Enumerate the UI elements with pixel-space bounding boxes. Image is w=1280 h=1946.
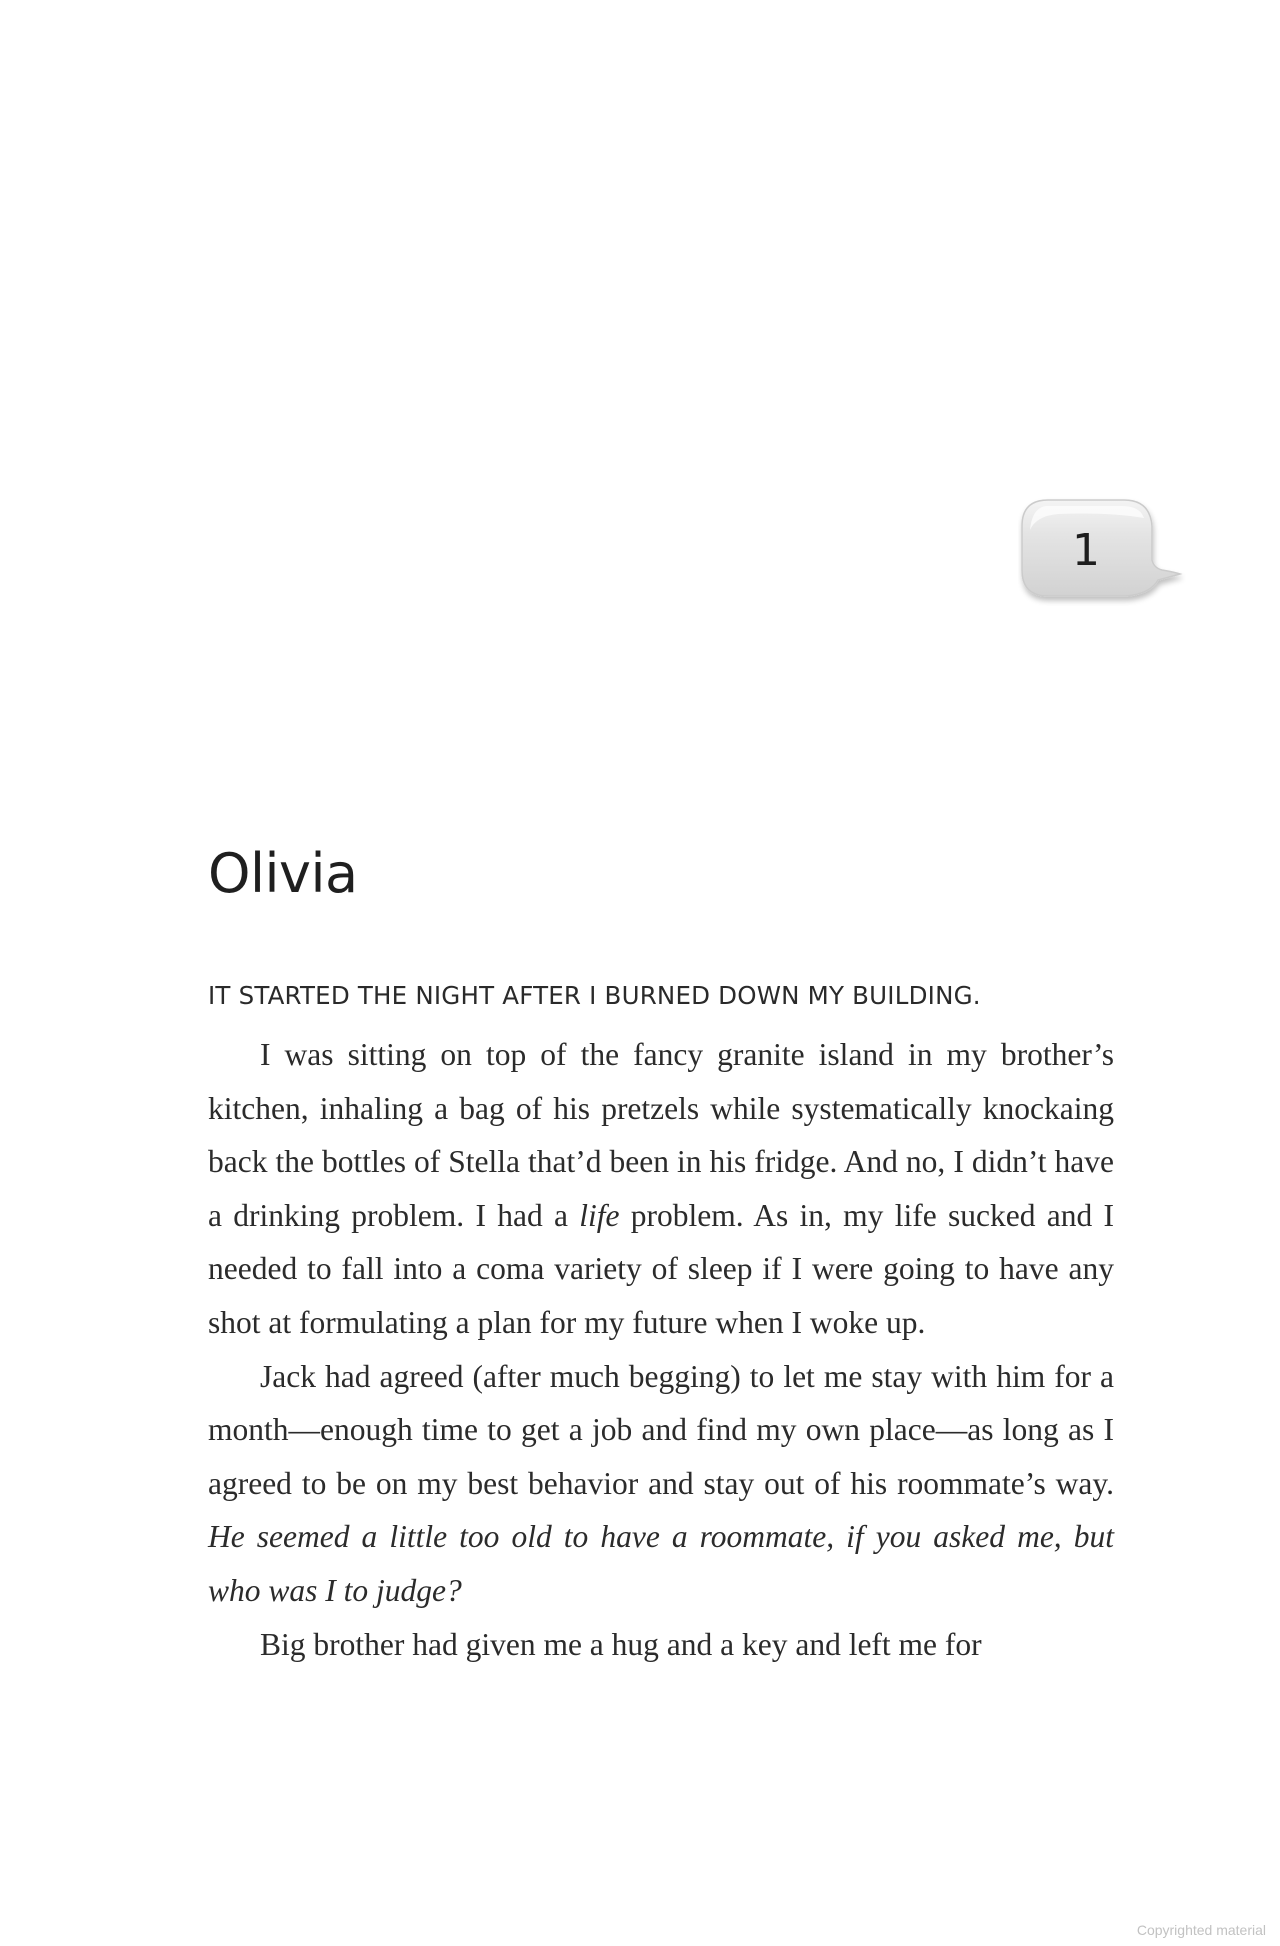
chapter-number-bubble	[1018, 496, 1186, 606]
paragraph	[208, 1350, 1114, 1618]
text-run: I was sitting on top of the fancy granite island in my brother’s kitchen, inhaling a bag of his pretzels while systematically knockaing back the bottles of Stella that’d been in his fridge. And no, I didn’t have a drinking problem. I had a	[208, 1037, 1114, 1233]
text-run: Jack had agreed (after much begging) to let me stay with him for a month—enough time to get a job and find my own place—as long as I agreed to be on my best behavior and stay out of his roommate’s way.	[208, 1358, 1114, 1501]
italic-text-run: He seemed a little too old to have a roommate, if you asked me, but who was I to judge?	[208, 1519, 1114, 1608]
paragraph	[208, 1618, 1114, 1672]
chapter-number: 1	[1072, 525, 1100, 576]
text-run: Big brother had given me a hug and a key and left me for	[260, 1626, 982, 1662]
copyright-watermark: Copyrighted material	[1136, 1922, 1266, 1938]
text-run: problem. As in, my life sucked and I needed to fall into a coma variety of sleep if I were going to have any shot at formulating a plan for my future when I woke up.	[208, 1197, 1114, 1340]
opening-line: IT STARTED THE NIGHT AFTER I BURNED DOWN MY BUILDING.	[208, 981, 981, 1010]
chapter-title: Olivia	[208, 842, 358, 905]
chapter-body	[208, 974, 1114, 1671]
paragraph	[208, 1028, 1114, 1350]
italic-text-run: life	[579, 1197, 620, 1233]
